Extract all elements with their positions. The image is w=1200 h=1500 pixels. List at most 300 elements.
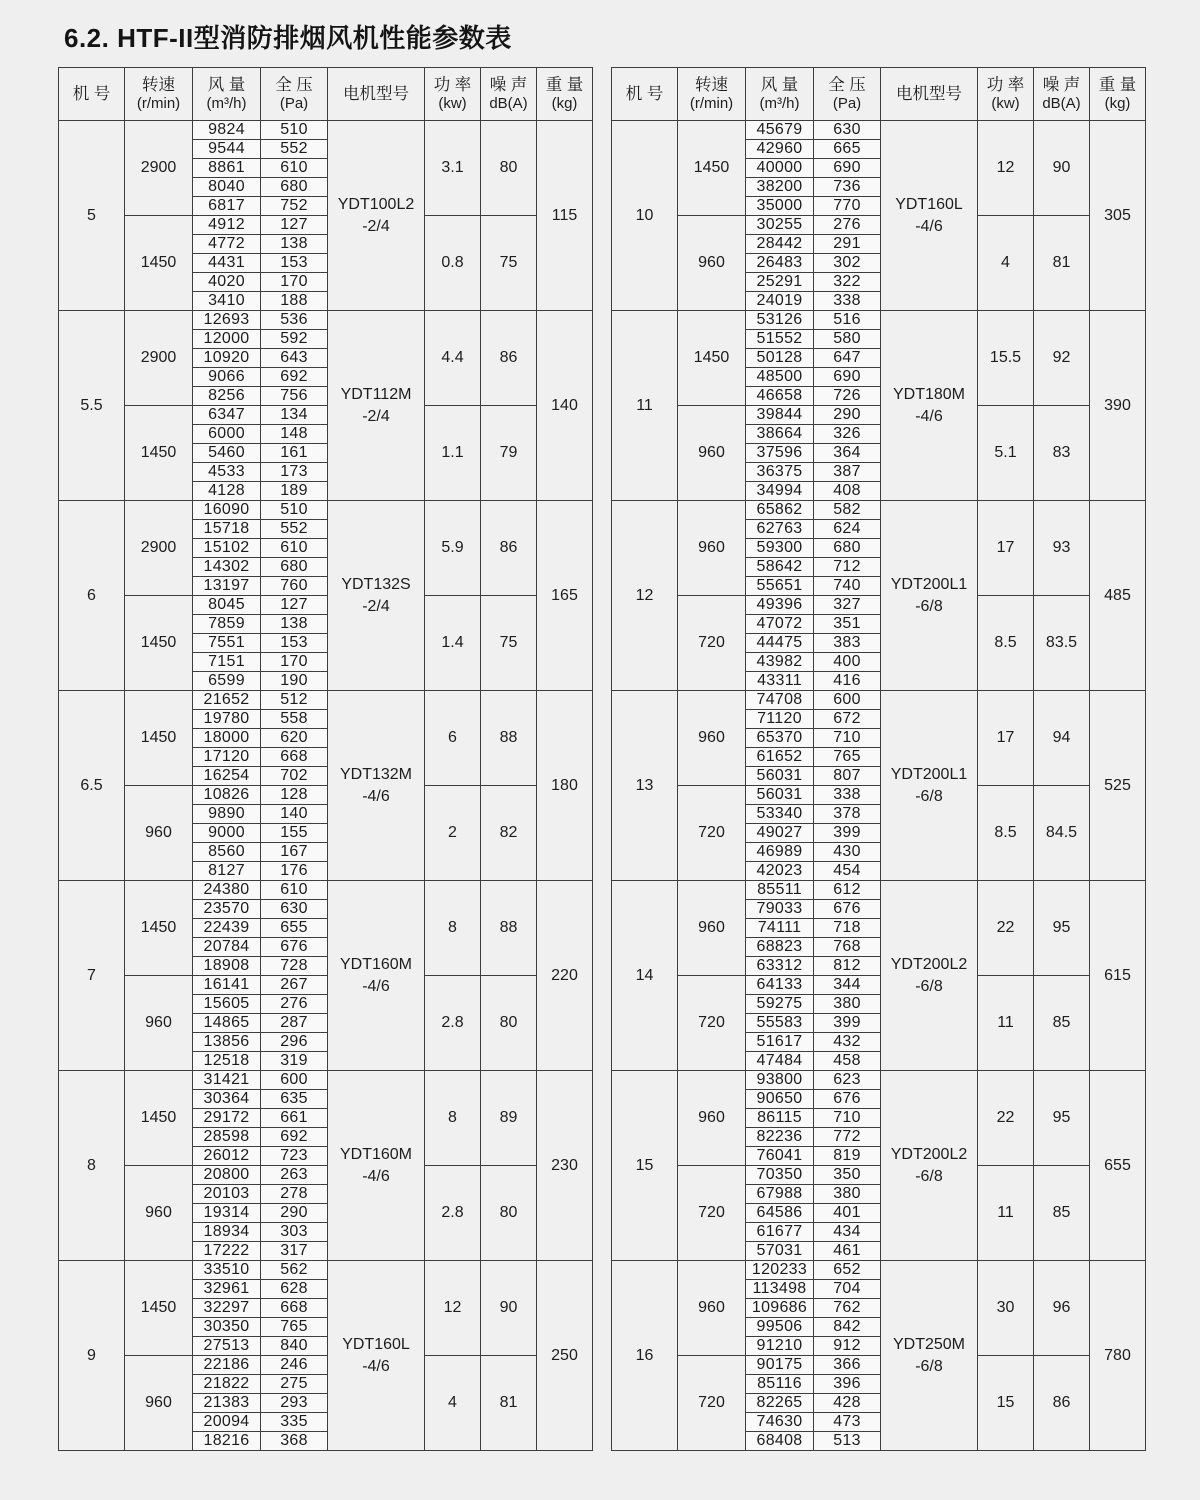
flow-cell: 40000	[746, 159, 814, 178]
pressure-cell: 624	[814, 520, 881, 539]
flow-cell: 65370	[746, 729, 814, 748]
pressure-cell: 692	[261, 368, 328, 387]
tables-row	[58, 67, 1200, 1451]
flow-cell: 53126	[746, 311, 814, 330]
model-cell: 11	[612, 311, 678, 501]
pressure-cell: 762	[814, 1299, 881, 1318]
flow-cell: 26483	[746, 254, 814, 273]
model-cell: 15	[612, 1071, 678, 1261]
motor-cell	[328, 1261, 425, 1451]
model-cell: 12	[612, 501, 678, 691]
pressure-cell: 668	[261, 748, 328, 767]
pressure-cell: 428	[814, 1394, 881, 1413]
pressure-cell: 652	[814, 1261, 881, 1280]
model-cell: 5.5	[59, 311, 125, 501]
power-cell: 4	[425, 1356, 481, 1451]
flow-cell: 36375	[746, 463, 814, 482]
flow-cell: 61652	[746, 748, 814, 767]
model-cell: 6	[59, 501, 125, 691]
data-row	[59, 786, 593, 805]
flow-cell: 6817	[193, 197, 261, 216]
flow-cell: 4128	[193, 482, 261, 501]
flow-cell: 51617	[746, 1033, 814, 1052]
motor-poles: -6/8	[915, 1167, 943, 1185]
noise-cell: 83	[1034, 406, 1090, 501]
pressure-cell: 276	[261, 995, 328, 1014]
pressure-cell: 290	[261, 1204, 328, 1223]
flow-cell: 47484	[746, 1052, 814, 1071]
header-unit: (kw)	[438, 95, 467, 112]
pressure-cell: 710	[814, 1109, 881, 1128]
flow-cell: 58642	[746, 558, 814, 577]
flow-cell: 38664	[746, 425, 814, 444]
header-title: 重 量	[1098, 76, 1137, 94]
noise-cell: 93	[1034, 501, 1090, 596]
data-row	[612, 976, 1146, 995]
flow-cell: 21652	[193, 691, 261, 710]
pressure-cell: 710	[814, 729, 881, 748]
header-title: 电机型号	[896, 85, 962, 103]
flow-cell: 9890	[193, 805, 261, 824]
pressure-cell: 628	[261, 1280, 328, 1299]
pressure-cell: 718	[814, 919, 881, 938]
pressure-cell: 620	[261, 729, 328, 748]
flow-cell: 113498	[746, 1280, 814, 1299]
motor-cell	[881, 121, 978, 311]
flow-cell: 42023	[746, 862, 814, 881]
pressure-cell: 752	[261, 197, 328, 216]
flow-cell: 43311	[746, 672, 814, 691]
pressure-cell: 302	[814, 254, 881, 273]
pressure-cell: 726	[814, 387, 881, 406]
pressure-cell: 680	[814, 539, 881, 558]
pressure-cell: 335	[261, 1413, 328, 1432]
header-title: 机 号	[72, 85, 111, 103]
flow-cell: 47072	[746, 615, 814, 634]
flow-cell: 15718	[193, 520, 261, 539]
pressure-cell: 127	[261, 596, 328, 615]
pressure-cell: 630	[261, 900, 328, 919]
noise-cell: 85	[1034, 1166, 1090, 1261]
noise-cell: 90	[481, 1261, 537, 1356]
flow-cell: 18908	[193, 957, 261, 976]
pressure-cell: 267	[261, 976, 328, 995]
header-cell	[814, 68, 881, 121]
pressure-cell: 513	[814, 1432, 881, 1451]
noise-cell: 80	[481, 976, 537, 1071]
pressure-cell: 338	[814, 292, 881, 311]
flow-cell: 120233	[746, 1261, 814, 1280]
flow-cell: 61677	[746, 1223, 814, 1242]
flow-cell: 49027	[746, 824, 814, 843]
flow-cell: 13197	[193, 577, 261, 596]
pressure-cell: 600	[814, 691, 881, 710]
header-title: 重 量	[545, 76, 584, 94]
flow-cell: 13856	[193, 1033, 261, 1052]
header-unit: (Pa)	[279, 95, 309, 112]
data-row	[612, 121, 1146, 140]
power-cell: 30	[978, 1261, 1034, 1356]
pressure-cell: 676	[261, 938, 328, 957]
pressure-cell: 643	[261, 349, 328, 368]
header-unit: (m³/h)	[759, 95, 800, 112]
pressure-cell: 134	[261, 406, 328, 425]
weight-cell: 615	[1090, 881, 1146, 1071]
motor-poles: -2/4	[362, 597, 390, 615]
flow-cell: 74630	[746, 1413, 814, 1432]
header-unit: dB(A)	[489, 95, 528, 112]
noise-cell: 75	[481, 216, 537, 311]
flow-cell: 12693	[193, 311, 261, 330]
flow-cell: 16141	[193, 976, 261, 995]
flow-cell: 24380	[193, 881, 261, 900]
pressure-cell: 647	[814, 349, 881, 368]
pressure-cell: 454	[814, 862, 881, 881]
motor-poles: -4/6	[915, 217, 943, 235]
pressure-cell: 153	[261, 254, 328, 273]
pressure-cell: 366	[814, 1356, 881, 1375]
motor-poles: -4/6	[362, 1357, 390, 1375]
pressure-cell: 246	[261, 1356, 328, 1375]
pressure-cell: 153	[261, 634, 328, 653]
flow-cell: 50128	[746, 349, 814, 368]
pressure-cell: 138	[261, 615, 328, 634]
header-title: 功 率	[986, 76, 1025, 94]
flow-cell: 6000	[193, 425, 261, 444]
data-row	[59, 121, 593, 140]
pressure-cell: 765	[261, 1318, 328, 1337]
pressure-cell: 510	[261, 501, 328, 520]
pressure-cell: 765	[814, 748, 881, 767]
flow-cell: 28442	[746, 235, 814, 254]
pressure-cell: 723	[261, 1147, 328, 1166]
speed-cell: 1450	[125, 1071, 193, 1166]
flow-cell: 74708	[746, 691, 814, 710]
flow-cell: 20103	[193, 1185, 261, 1204]
data-row	[59, 691, 593, 710]
flow-cell: 55583	[746, 1014, 814, 1033]
flow-cell: 64586	[746, 1204, 814, 1223]
header-cell	[881, 68, 978, 121]
data-row	[59, 406, 593, 425]
header-title: 机 号	[625, 85, 664, 103]
header-unit: (kw)	[991, 95, 1020, 112]
noise-cell: 94	[1034, 691, 1090, 786]
power-cell: 22	[978, 1071, 1034, 1166]
pressure-cell: 665	[814, 140, 881, 159]
header-unit: (Pa)	[832, 95, 862, 112]
weight-cell: 780	[1090, 1261, 1146, 1451]
flow-cell: 8256	[193, 387, 261, 406]
motor-model: YDT200L2	[890, 1145, 968, 1163]
data-row	[612, 216, 1146, 235]
motor-poles: -2/4	[362, 407, 390, 425]
speed-cell: 720	[678, 1356, 746, 1451]
flow-cell: 22186	[193, 1356, 261, 1375]
pressure-cell: 344	[814, 976, 881, 995]
noise-cell: 88	[481, 691, 537, 786]
noise-cell: 96	[1034, 1261, 1090, 1356]
weight-cell: 165	[537, 501, 593, 691]
speed-cell: 960	[678, 881, 746, 976]
flow-cell: 23570	[193, 900, 261, 919]
pressure-cell: 772	[814, 1128, 881, 1147]
flow-cell: 42960	[746, 140, 814, 159]
header-title: 转速	[695, 76, 728, 94]
speed-cell: 960	[125, 976, 193, 1071]
pressure-cell: 736	[814, 178, 881, 197]
flow-cell: 12518	[193, 1052, 261, 1071]
pressure-cell: 303	[261, 1223, 328, 1242]
pressure-cell: 562	[261, 1261, 328, 1280]
flow-cell: 3410	[193, 292, 261, 311]
motor-model: YDT200L2	[890, 955, 968, 973]
flow-cell: 56031	[746, 767, 814, 786]
flow-cell: 8560	[193, 843, 261, 862]
pressure-cell: 819	[814, 1147, 881, 1166]
motor-poles: -4/6	[915, 407, 943, 425]
speed-cell: 960	[125, 786, 193, 881]
speed-cell: 720	[678, 976, 746, 1071]
pressure-cell: 434	[814, 1223, 881, 1242]
pressure-cell: 552	[261, 140, 328, 159]
header-cell	[59, 68, 125, 121]
data-row	[612, 881, 1146, 900]
flow-cell: 59275	[746, 995, 814, 1014]
pressure-cell: 676	[814, 1090, 881, 1109]
header-title: 全 压	[828, 76, 866, 94]
data-row	[59, 881, 593, 900]
pressure-cell: 364	[814, 444, 881, 463]
pressure-cell: 167	[261, 843, 328, 862]
motor-poles: -4/6	[362, 977, 390, 995]
flow-cell: 46658	[746, 387, 814, 406]
power-cell: 5.1	[978, 406, 1034, 501]
flow-cell: 86115	[746, 1109, 814, 1128]
weight-cell: 220	[537, 881, 593, 1071]
pressure-cell: 155	[261, 824, 328, 843]
header-cell	[978, 68, 1034, 121]
data-row	[612, 1356, 1146, 1375]
flow-cell: 24019	[746, 292, 814, 311]
data-row	[612, 1166, 1146, 1185]
header-unit: (r/min)	[689, 95, 734, 112]
model-cell: 6.5	[59, 691, 125, 881]
pressure-cell: 610	[261, 159, 328, 178]
header-cell	[328, 68, 425, 121]
pressure-cell: 319	[261, 1052, 328, 1071]
flow-cell: 9544	[193, 140, 261, 159]
flow-cell: 90175	[746, 1356, 814, 1375]
pressure-cell: 756	[261, 387, 328, 406]
speed-cell: 1450	[125, 596, 193, 691]
pressure-cell: 140	[261, 805, 328, 824]
flow-cell: 18216	[193, 1432, 261, 1451]
noise-cell: 95	[1034, 1071, 1090, 1166]
weight-cell: 230	[537, 1071, 593, 1261]
noise-cell: 75	[481, 596, 537, 691]
flow-cell: 30255	[746, 216, 814, 235]
weight-cell: 390	[1090, 311, 1146, 501]
pressure-cell: 704	[814, 1280, 881, 1299]
flow-cell: 59300	[746, 539, 814, 558]
pressure-cell: 387	[814, 463, 881, 482]
flow-cell: 9066	[193, 368, 261, 387]
motor-cell	[881, 1261, 978, 1451]
pressure-cell: 383	[814, 634, 881, 653]
weight-cell: 250	[537, 1261, 593, 1451]
flow-cell: 37596	[746, 444, 814, 463]
header-cell	[612, 68, 678, 121]
power-cell: 4	[978, 216, 1034, 311]
flow-cell: 17120	[193, 748, 261, 767]
pressure-cell: 176	[261, 862, 328, 881]
pressure-cell: 672	[814, 710, 881, 729]
data-row	[59, 311, 593, 330]
power-cell: 11	[978, 1166, 1034, 1261]
pressure-cell: 680	[261, 558, 328, 577]
model-cell: 7	[59, 881, 125, 1071]
flow-cell: 45679	[746, 121, 814, 140]
power-cell: 1.4	[425, 596, 481, 691]
power-cell: 11	[978, 976, 1034, 1071]
header-title: 噪 声	[1042, 76, 1081, 94]
flow-cell: 22439	[193, 919, 261, 938]
pressure-cell: 408	[814, 482, 881, 501]
pressure-cell: 396	[814, 1375, 881, 1394]
pressure-cell: 287	[261, 1014, 328, 1033]
pressure-cell: 712	[814, 558, 881, 577]
motor-poles: -6/8	[915, 597, 943, 615]
flow-cell: 18934	[193, 1223, 261, 1242]
speed-cell: 1450	[125, 216, 193, 311]
noise-cell: 86	[481, 501, 537, 596]
header-row	[612, 68, 1146, 121]
speed-cell: 960	[678, 691, 746, 786]
flow-cell: 79033	[746, 900, 814, 919]
data-row	[59, 596, 593, 615]
pressure-cell: 317	[261, 1242, 328, 1261]
header-cell	[481, 68, 537, 121]
motor-cell	[328, 691, 425, 881]
pressure-cell: 580	[814, 330, 881, 349]
pressure-cell: 170	[261, 653, 328, 672]
flow-cell: 34994	[746, 482, 814, 501]
flow-cell: 55651	[746, 577, 814, 596]
flow-cell: 67988	[746, 1185, 814, 1204]
flow-cell: 25291	[746, 273, 814, 292]
weight-cell: 115	[537, 121, 593, 311]
motor-poles: -6/8	[915, 787, 943, 805]
noise-cell: 81	[1034, 216, 1090, 311]
pressure-cell: 368	[261, 1432, 328, 1451]
flow-cell: 70350	[746, 1166, 814, 1185]
pressure-cell: 655	[261, 919, 328, 938]
header-title: 电机型号	[343, 85, 409, 103]
pressure-cell: 399	[814, 1014, 881, 1033]
speed-cell: 1450	[125, 406, 193, 501]
power-cell: 6	[425, 691, 481, 786]
flow-cell: 20784	[193, 938, 261, 957]
pressure-cell: 558	[261, 710, 328, 729]
flow-cell: 14302	[193, 558, 261, 577]
flow-cell: 17222	[193, 1242, 261, 1261]
flow-cell: 62763	[746, 520, 814, 539]
power-cell: 2.8	[425, 1166, 481, 1261]
speed-cell: 2900	[125, 501, 193, 596]
noise-cell: 86	[1034, 1356, 1090, 1451]
header-cell	[1090, 68, 1146, 121]
header-cell	[193, 68, 261, 121]
flow-cell: 28598	[193, 1128, 261, 1147]
data-row	[59, 976, 593, 995]
pressure-cell: 612	[814, 881, 881, 900]
flow-cell: 65862	[746, 501, 814, 520]
flow-cell: 9000	[193, 824, 261, 843]
flow-cell: 8040	[193, 178, 261, 197]
speed-cell: 2900	[125, 121, 193, 216]
motor-model: YDT180M	[892, 385, 966, 403]
pressure-cell: 322	[814, 273, 881, 292]
motor-cell	[328, 501, 425, 691]
pressure-cell: 840	[261, 1337, 328, 1356]
pressure-cell: 263	[261, 1166, 328, 1185]
flow-cell: 20094	[193, 1413, 261, 1432]
pressure-cell: 768	[814, 938, 881, 957]
pressure-cell: 690	[814, 368, 881, 387]
flow-cell: 10826	[193, 786, 261, 805]
pressure-cell: 401	[814, 1204, 881, 1223]
weight-cell: 180	[537, 691, 593, 881]
noise-cell: 83.5	[1034, 596, 1090, 691]
flow-cell: 85116	[746, 1375, 814, 1394]
flow-cell: 82236	[746, 1128, 814, 1147]
data-row	[59, 1356, 593, 1375]
pressure-cell: 399	[814, 824, 881, 843]
flow-cell: 27513	[193, 1337, 261, 1356]
power-cell: 2	[425, 786, 481, 881]
pressure-cell: 380	[814, 1185, 881, 1204]
power-cell: 3.1	[425, 121, 481, 216]
header-title: 功 率	[433, 76, 472, 94]
flow-cell: 32297	[193, 1299, 261, 1318]
pressure-cell: 189	[261, 482, 328, 501]
weight-cell: 655	[1090, 1071, 1146, 1261]
data-row	[59, 216, 593, 235]
motor-model: YDT200L1	[890, 575, 968, 593]
speed-cell: 720	[678, 1166, 746, 1261]
pressure-cell: 432	[814, 1033, 881, 1052]
model-cell: 10	[612, 121, 678, 311]
noise-cell: 90	[1034, 121, 1090, 216]
flow-cell: 46989	[746, 843, 814, 862]
flow-cell: 31421	[193, 1071, 261, 1090]
power-cell: 1.1	[425, 406, 481, 501]
flow-cell: 7859	[193, 615, 261, 634]
pressure-cell: 692	[261, 1128, 328, 1147]
power-cell: 17	[978, 691, 1034, 786]
pressure-cell: 161	[261, 444, 328, 463]
flow-cell: 6347	[193, 406, 261, 425]
pressure-cell: 350	[814, 1166, 881, 1185]
speed-cell: 960	[678, 1071, 746, 1166]
flow-cell: 8861	[193, 159, 261, 178]
pressure-cell: 430	[814, 843, 881, 862]
power-cell: 17	[978, 501, 1034, 596]
speed-cell: 960	[678, 501, 746, 596]
pressure-cell: 630	[814, 121, 881, 140]
page-title: 6.2. HTF-II型消防排烟风机性能参数表	[64, 23, 512, 53]
